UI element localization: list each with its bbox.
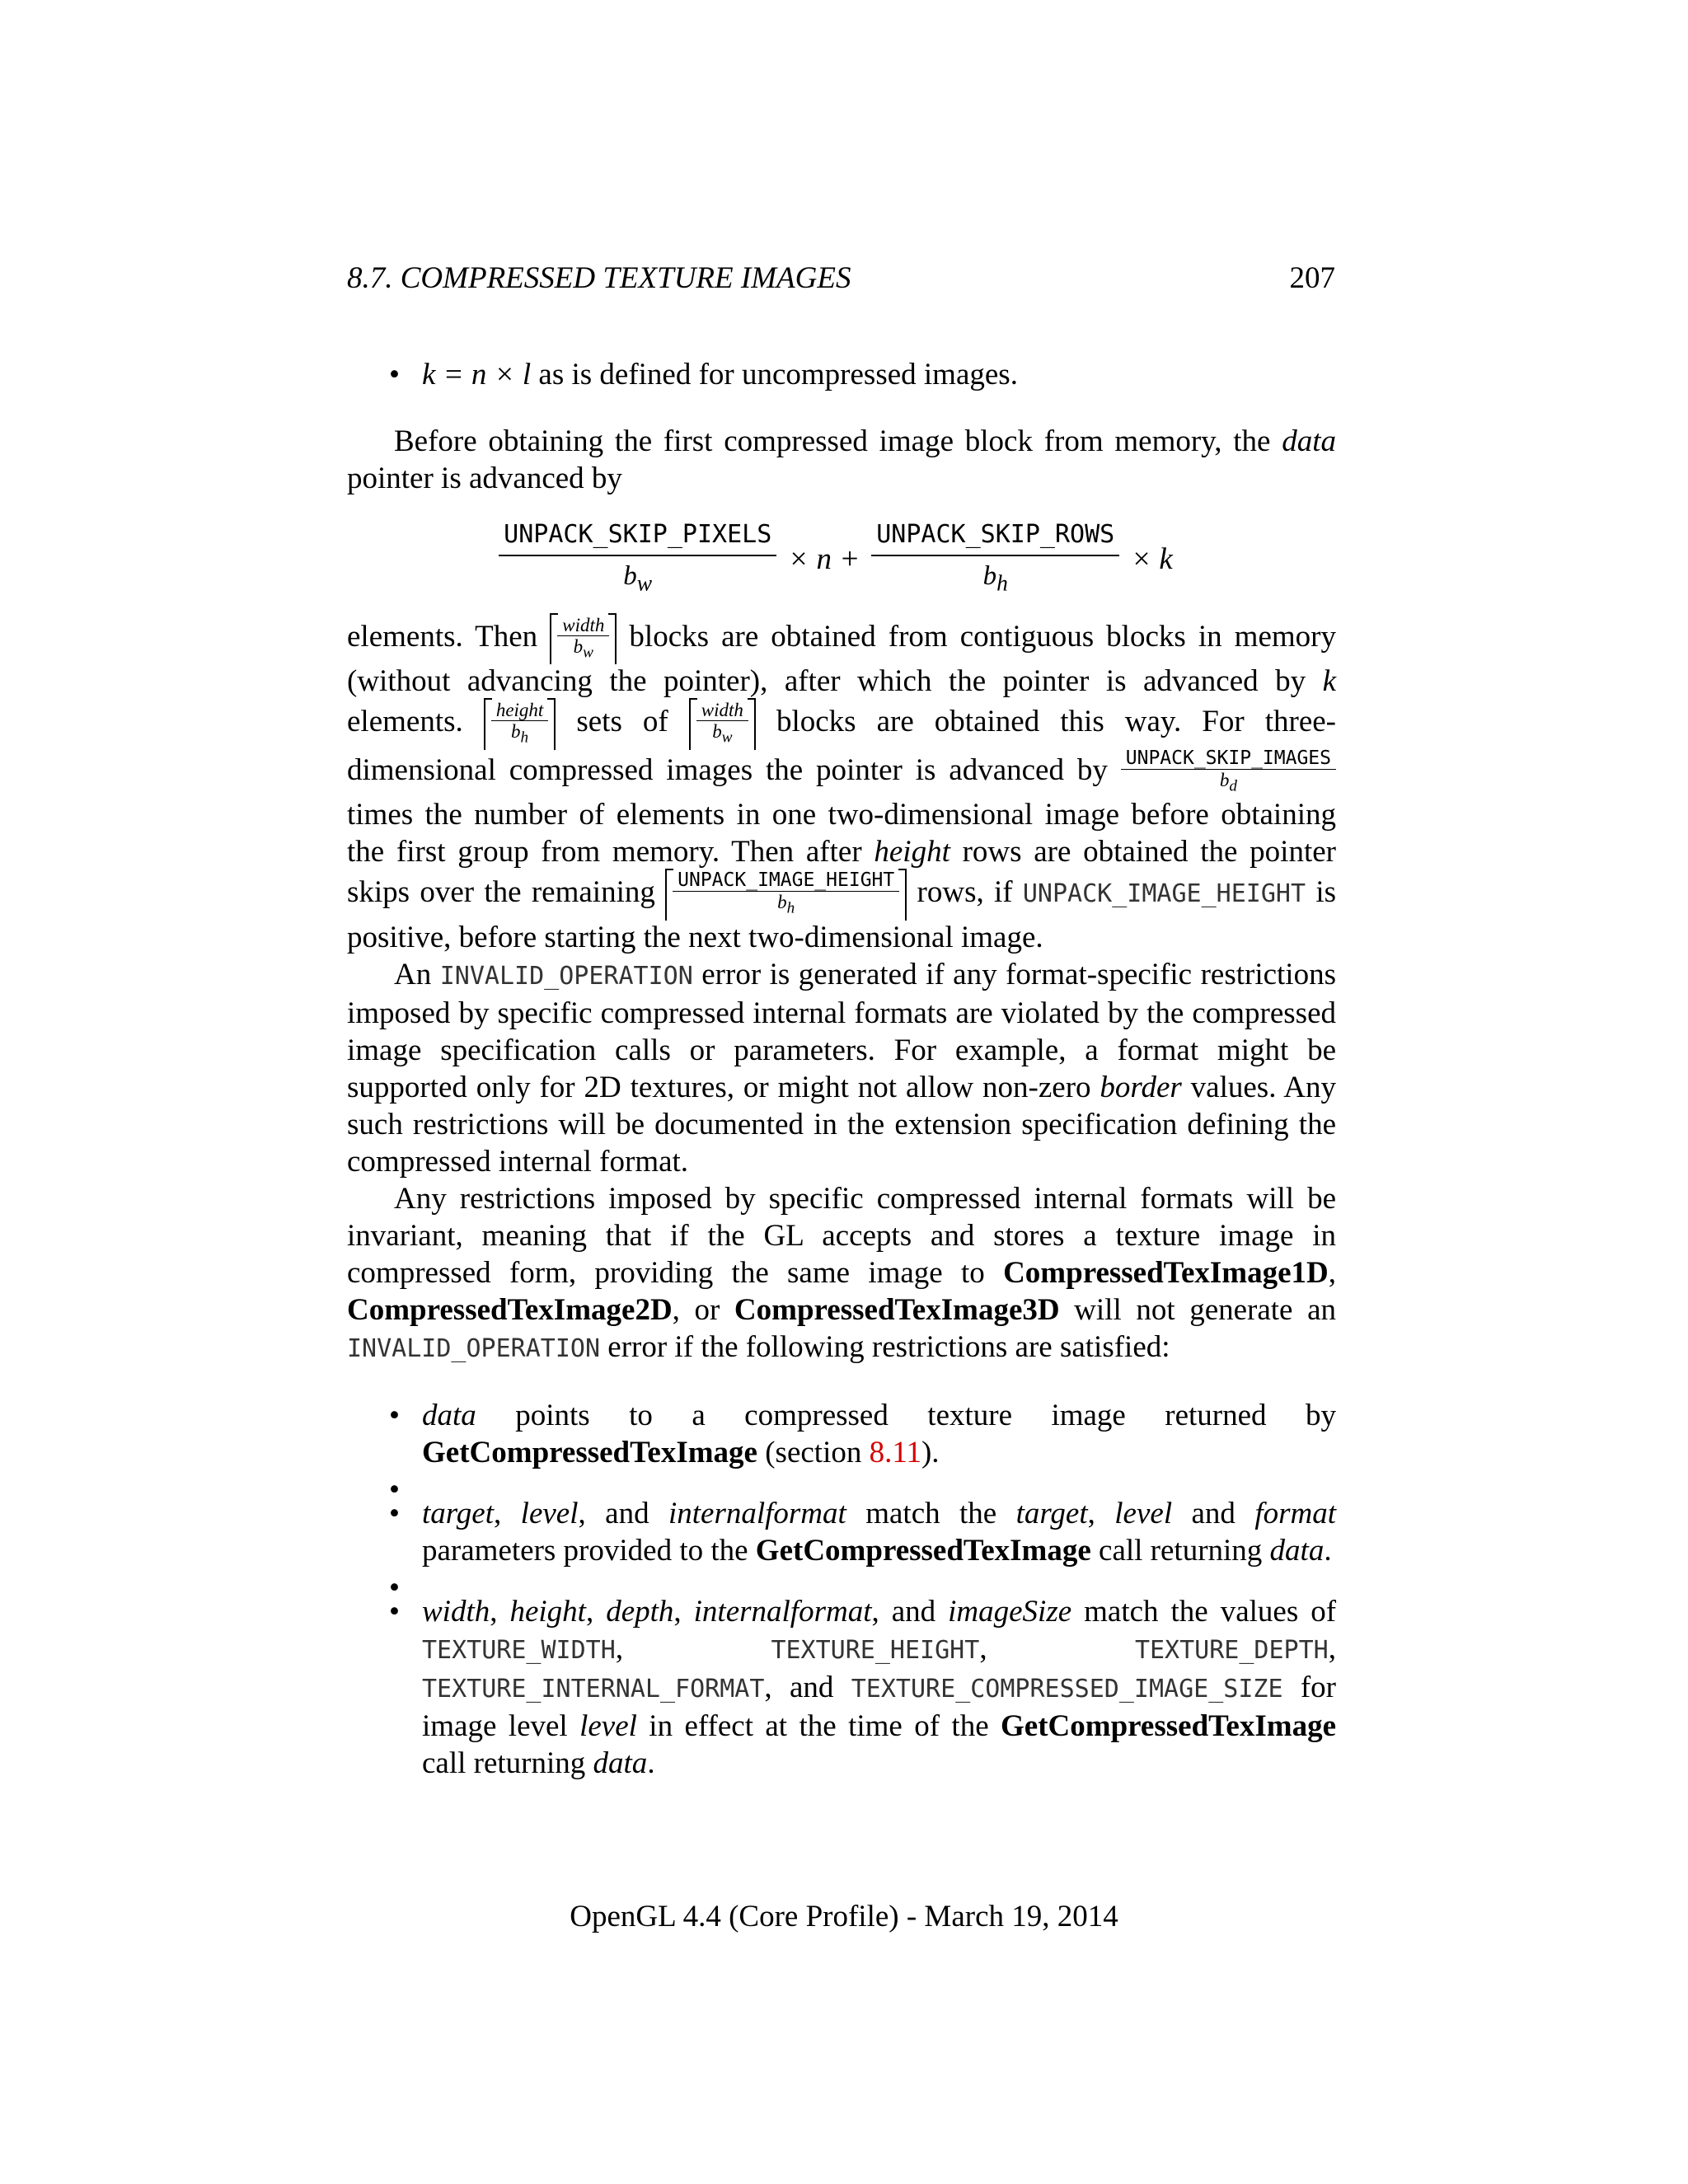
text: , or	[672, 1292, 734, 1327]
text: for image level	[422, 1670, 1336, 1743]
param: target	[422, 1496, 495, 1530]
display-equation	[347, 515, 1336, 603]
command-name: GetCompressedTexImage	[422, 1435, 757, 1469]
list-item	[347, 1495, 1336, 1569]
bullet-list-top	[347, 356, 1336, 393]
text: ,	[1328, 1255, 1336, 1290]
param-data: data	[1269, 1533, 1325, 1568]
param: width	[422, 1594, 490, 1629]
token: TEXTURE_COMPRESSED_IMAGE_SIZE	[851, 1674, 1283, 1704]
operator: × n +	[788, 541, 860, 576]
ceil-image-height-over-bh	[665, 870, 907, 919]
param: imageSize	[948, 1594, 1072, 1629]
text: blocks are obtained this way. For three-dimensional compressed images the pointer is advanced by	[347, 704, 1337, 787]
fraction	[673, 870, 899, 919]
param: internalformat	[668, 1496, 846, 1530]
text: call returning	[422, 1746, 593, 1780]
text: Any restrictions imposed by specific compressed internal formats will be invariant, meaning that if the GL accepts and stores a texture image in compressed form, providing the same image to	[347, 1181, 1336, 1290]
page-body	[347, 356, 1336, 1782]
den-subscript: w	[583, 644, 593, 662]
operator: × k	[1131, 541, 1173, 576]
k-equation: k = n × l	[422, 358, 532, 391]
text: error is generated if any format-specific restrictions imposed by specific compressed internal formats are violated by the compressed image specification calls or parameters. For example, a format might be supported only for 2D textures, or might not allow non-zero	[347, 957, 1336, 1104]
text: will not generate an	[1059, 1292, 1336, 1327]
text: elements. Then	[347, 619, 551, 654]
text: points to a compressed texture image returned by	[476, 1398, 1336, 1432]
token-unpack-image-height: UNPACK_IMAGE_HEIGHT	[1022, 879, 1306, 909]
token: TEXTURE_WIDTH	[422, 1635, 616, 1665]
math-k: k	[1322, 664, 1336, 699]
denominator	[618, 556, 657, 603]
text: pointer is advanced by	[347, 462, 622, 495]
param: internalformat	[693, 1594, 872, 1629]
den-base: b	[573, 635, 584, 657]
paragraph	[347, 956, 1336, 1180]
fraction	[557, 615, 609, 663]
param: format	[1254, 1496, 1337, 1530]
token: TEXTURE_HEIGHT	[771, 1635, 980, 1665]
text: match the	[846, 1496, 1016, 1530]
command-name: CompressedTexImage2D	[347, 1292, 673, 1327]
fraction	[696, 700, 748, 748]
fraction	[491, 700, 549, 748]
ceil-width-over-bw	[689, 700, 756, 748]
restrictions-list	[347, 1397, 1336, 1782]
text: ,	[490, 1594, 510, 1629]
text: ,	[979, 1631, 1135, 1666]
text: rows, if	[907, 875, 1023, 910]
section-link[interactable]: 8.11	[869, 1435, 921, 1469]
den-subscript: h	[520, 729, 529, 747]
command-name: CompressedTexImage3D	[734, 1292, 1060, 1327]
list-item	[347, 356, 1336, 393]
text: sets of	[556, 704, 689, 738]
text: elements.	[347, 704, 484, 738]
text: parameters provided to the	[422, 1533, 756, 1568]
section-title: 8.7. COMPRESSED TEXTURE IMAGES	[347, 261, 851, 295]
param: depth	[606, 1594, 674, 1629]
token-invalid-operation: INVALID_OPERATION	[347, 1333, 601, 1363]
text: times the number of elements in one two-dimensional image before obtaining the first group from memory. Then after	[347, 798, 1336, 869]
text: ,	[1328, 1631, 1336, 1666]
page-number: 207	[1289, 261, 1335, 295]
fraction-skip-rows	[871, 515, 1119, 603]
denominator	[569, 636, 598, 663]
numerator: UNPACK_SKIP_ROWS	[871, 515, 1119, 556]
param: height	[509, 1594, 586, 1629]
text: match the values of	[1071, 1594, 1337, 1629]
den-base: b	[712, 721, 722, 743]
list-item	[347, 1397, 1336, 1471]
text: ,	[585, 1594, 607, 1629]
param-height: height	[874, 835, 950, 869]
den-subscript: w	[636, 569, 653, 596]
numerator: width	[557, 615, 609, 636]
text: is positive, before starting the next two-dimensional image.	[347, 875, 1337, 954]
text: ).	[921, 1435, 940, 1469]
token: TEXTURE_INTERNAL_FORMAT	[422, 1674, 765, 1704]
den-base: b	[511, 721, 521, 743]
den-base: b	[982, 561, 997, 591]
den-base: b	[623, 561, 637, 591]
fraction-skip-images	[1121, 748, 1336, 797]
param-data: data	[593, 1746, 648, 1780]
text: , and	[764, 1670, 851, 1704]
numerator: width	[696, 700, 748, 721]
den-base: b	[1219, 769, 1230, 790]
ceil-height-over-bh	[484, 700, 556, 748]
param-data: data	[422, 1398, 476, 1432]
ceil-width-over-bw	[550, 615, 617, 663]
paragraph	[347, 423, 1336, 497]
text: (section	[757, 1435, 870, 1469]
text: call returning	[1090, 1533, 1270, 1568]
denominator	[978, 556, 1013, 603]
token: TEXTURE_DEPTH	[1134, 1635, 1329, 1665]
list-item	[347, 1593, 1336, 1782]
text: and	[1172, 1496, 1255, 1530]
den-subscript: d	[1229, 777, 1237, 795]
den-subscript: h	[786, 899, 795, 917]
running-header	[347, 257, 1335, 300]
text: .	[1324, 1533, 1332, 1568]
numerator: UNPACK_SKIP_PIXELS	[499, 515, 776, 556]
den-subscript: h	[996, 569, 1008, 596]
denominator	[772, 892, 799, 919]
param: level	[520, 1496, 579, 1530]
text: values. Any such restrictions will be documented in the extension specification defining the compressed internal format.	[347, 1070, 1337, 1179]
text: , and	[578, 1496, 668, 1530]
param-border: border	[1100, 1070, 1182, 1104]
numerator: UNPACK_SKIP_IMAGES	[1121, 748, 1336, 770]
paragraph	[347, 1180, 1336, 1367]
command-name: GetCompressedTexImage	[755, 1533, 1091, 1568]
bullet-text: as is defined for uncompressed images.	[531, 358, 1018, 391]
param: level	[579, 1708, 637, 1743]
denominator	[506, 721, 533, 748]
text: rows are obtained the pointer skips over the remaining	[347, 835, 1336, 910]
text: in effect at the time of the	[636, 1708, 1001, 1743]
text: ,	[615, 1631, 771, 1666]
token-invalid-operation: INVALID_OPERATION	[439, 961, 693, 991]
denominator	[1215, 770, 1242, 797]
paragraph	[347, 615, 1336, 956]
den-subscript: w	[721, 729, 733, 747]
command-name: CompressedTexImage1D	[1003, 1255, 1329, 1290]
denominator	[707, 721, 737, 748]
text: ,	[1087, 1496, 1115, 1530]
running-footer: OpenGL 4.4 (Core Profile) - March 19, 2014	[570, 1900, 1118, 1933]
text: An	[394, 957, 440, 991]
text: Before obtaining the first compressed image block from memory, the	[394, 424, 1282, 458]
numerator: UNPACK_IMAGE_HEIGHT	[673, 870, 899, 892]
text: .	[647, 1746, 655, 1780]
fraction-skip-pixels	[499, 515, 776, 603]
text: ,	[673, 1594, 694, 1629]
numerator: height	[491, 700, 549, 721]
text: error if the following restrictions are satisfied:	[600, 1329, 1170, 1364]
text: , and	[871, 1594, 949, 1629]
param-data: data	[1282, 424, 1336, 458]
text: ,	[494, 1496, 521, 1530]
text: blocks are obtained from contiguous blocks in memory (without advancing the pointer), after which the pointer is advanced by	[347, 619, 1336, 699]
param: level	[1114, 1496, 1173, 1530]
den-base: b	[777, 892, 787, 913]
param: target	[1015, 1496, 1088, 1530]
command-name: GetCompressedTexImage	[1001, 1708, 1336, 1743]
